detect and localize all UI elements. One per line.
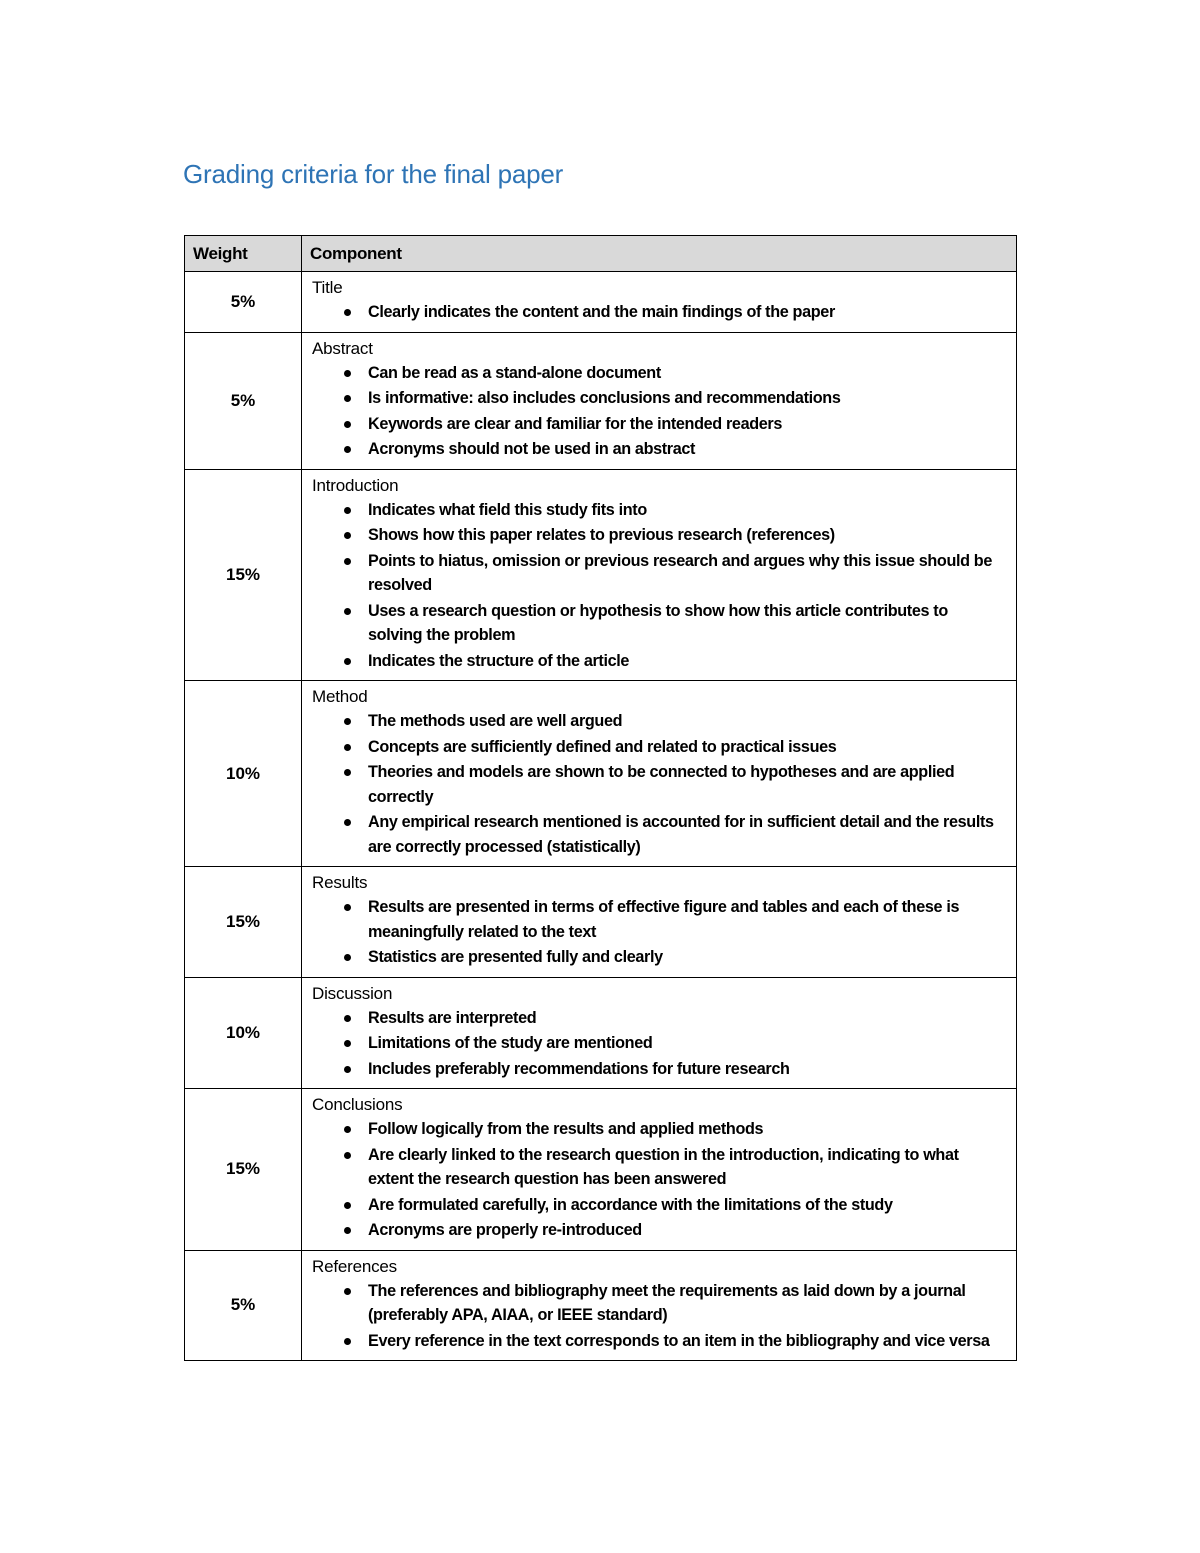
grading-criteria-table bbox=[184, 235, 1017, 1361]
criteria-list bbox=[312, 361, 1006, 462]
component-cell bbox=[302, 1089, 1017, 1251]
criteria-text: Clearly indicates the content and the main findings of the paper bbox=[368, 303, 835, 321]
table-header-row bbox=[185, 236, 1017, 272]
component-name: Introduction bbox=[312, 475, 399, 495]
criteria-item bbox=[312, 523, 1006, 548]
criteria-text: Are clearly linked to the research question in the introduction, indicating to what extent the research question has been answered bbox=[368, 1145, 959, 1188]
criteria-text: Keywords are clear and familiar for the intended readers bbox=[368, 414, 783, 433]
criteria-text: Concepts are sufficiently defined and related to practical issues bbox=[368, 737, 837, 756]
criteria-text: Acronyms should not be used in an abstract bbox=[368, 440, 696, 458]
component-cell bbox=[302, 1250, 1017, 1361]
criteria-item bbox=[312, 1218, 1006, 1243]
component-name: Results bbox=[312, 873, 368, 892]
criteria-text: Indicates the structure of the article bbox=[368, 651, 630, 670]
criteria-item bbox=[312, 895, 1006, 944]
component-cell bbox=[302, 977, 1017, 1089]
weight-cell: 15% bbox=[185, 469, 302, 681]
weight-cell: 10% bbox=[185, 681, 302, 867]
bullet-icon bbox=[344, 1227, 351, 1234]
bullet-icon bbox=[344, 1015, 351, 1022]
component-name: Title bbox=[312, 278, 343, 297]
component-name: Method bbox=[312, 687, 368, 706]
criteria-text: Shows how this paper relates to previous research (references) bbox=[368, 526, 835, 544]
bullet-icon bbox=[344, 608, 351, 615]
table-row bbox=[185, 681, 1017, 867]
weight-cell: 5% bbox=[185, 332, 302, 469]
criteria-item bbox=[312, 498, 1006, 523]
criteria-text: Theories and models are shown to be connected to hypotheses and are applied correctly bbox=[368, 763, 955, 806]
criteria-text: The references and bibliography meet the requirements as laid down by a journal (preferably APA, AIAA, or IEEE standard) bbox=[368, 1281, 966, 1324]
bullet-icon bbox=[344, 744, 351, 751]
component-column-header: Component bbox=[302, 236, 1017, 272]
criteria-item bbox=[312, 1057, 1006, 1082]
criteria-item bbox=[312, 386, 1006, 411]
criteria-text: Points to hiatus, omission or previous research and argues why this issue should be resolved bbox=[368, 551, 992, 594]
criteria-item bbox=[312, 361, 1006, 386]
criteria-item bbox=[312, 735, 1006, 760]
criteria-item bbox=[312, 300, 1006, 325]
table-row bbox=[185, 1089, 1017, 1251]
criteria-list bbox=[312, 709, 1006, 859]
component-cell bbox=[302, 681, 1017, 867]
component-cell bbox=[302, 332, 1017, 469]
criteria-text: Results are interpreted bbox=[368, 1008, 537, 1027]
criteria-text: Are formulated carefully, in accordance with the limitations of the study bbox=[368, 1195, 893, 1214]
criteria-text: Is informative: also includes conclusions and recommendations bbox=[368, 389, 841, 407]
criteria-text: Indicates what field this study fits into bbox=[368, 500, 647, 519]
weight-cell: 15% bbox=[185, 1089, 302, 1251]
criteria-list bbox=[312, 1279, 1006, 1354]
bullet-icon bbox=[344, 1066, 351, 1073]
criteria-text: Follow logically from the results and applied methods bbox=[368, 1120, 764, 1138]
criteria-list bbox=[312, 498, 1006, 674]
bullet-icon bbox=[344, 658, 351, 665]
component-cell bbox=[302, 867, 1017, 978]
criteria-item bbox=[312, 945, 1006, 970]
bullet-icon bbox=[344, 558, 351, 565]
bullet-icon bbox=[344, 954, 351, 961]
table-row bbox=[185, 469, 1017, 681]
criteria-list bbox=[312, 895, 1006, 970]
bullet-icon bbox=[344, 1202, 351, 1209]
criteria-list bbox=[312, 300, 1006, 325]
criteria-text: Limitations of the study are mentioned bbox=[368, 1034, 653, 1052]
criteria-item bbox=[312, 412, 1006, 437]
bullet-icon bbox=[344, 446, 351, 453]
bullet-icon bbox=[344, 1126, 351, 1133]
bullet-icon bbox=[344, 395, 351, 402]
bullet-icon bbox=[344, 1338, 351, 1345]
criteria-text: Uses a research question or hypothesis to show how this article contributes to solving the problem bbox=[368, 601, 948, 644]
bullet-icon bbox=[344, 309, 351, 316]
criteria-item bbox=[312, 549, 1006, 598]
weight-cell: 15% bbox=[185, 867, 302, 978]
criteria-item bbox=[312, 1006, 1006, 1031]
criteria-text: The methods used are well argued bbox=[368, 712, 623, 730]
criteria-text: Acronyms are properly re-introduced bbox=[368, 1221, 642, 1239]
component-name: Discussion bbox=[312, 983, 393, 1003]
bullet-icon bbox=[344, 819, 351, 826]
criteria-text: Includes preferably recommendations for future research bbox=[368, 1059, 790, 1078]
bullet-icon bbox=[344, 1040, 351, 1047]
criteria-text: Can be read as a stand-alone document bbox=[368, 363, 661, 382]
criteria-item bbox=[312, 1329, 1006, 1354]
bullet-icon bbox=[344, 532, 351, 539]
weight-cell: 5% bbox=[185, 272, 302, 333]
bullet-icon bbox=[344, 507, 351, 514]
table-row bbox=[185, 272, 1017, 333]
criteria-item bbox=[312, 649, 1006, 674]
criteria-item bbox=[312, 599, 1006, 648]
table-body bbox=[185, 272, 1017, 1361]
criteria-text: Results are presented in terms of effective figure and tables and each of these is meaningfully related to the text bbox=[368, 898, 960, 941]
table-row bbox=[185, 977, 1017, 1089]
bullet-icon bbox=[344, 1152, 351, 1159]
component-cell bbox=[302, 469, 1017, 681]
criteria-item bbox=[312, 709, 1006, 734]
criteria-item bbox=[312, 760, 1006, 809]
criteria-item bbox=[312, 1143, 1006, 1192]
bullet-icon bbox=[344, 718, 351, 725]
table-row bbox=[185, 1250, 1017, 1361]
criteria-item bbox=[312, 810, 1006, 859]
component-cell bbox=[302, 272, 1017, 333]
criteria-item bbox=[312, 437, 1006, 462]
bullet-icon bbox=[344, 769, 351, 776]
criteria-text: Any empirical research mentioned is accounted for in sufficient detail and the results are correctly processed (statistically) bbox=[368, 813, 994, 856]
weight-column-header: Weight bbox=[185, 236, 302, 272]
bullet-icon bbox=[344, 421, 351, 428]
criteria-item bbox=[312, 1279, 1006, 1328]
bullet-icon bbox=[344, 370, 351, 377]
criteria-text: Statistics are presented fully and clearly bbox=[368, 948, 663, 966]
criteria-item bbox=[312, 1193, 1006, 1218]
bullet-icon bbox=[344, 904, 351, 911]
criteria-text: Every reference in the text corresponds to an item in the bibliography and vice versa bbox=[368, 1331, 990, 1350]
criteria-list bbox=[312, 1006, 1006, 1082]
table-row bbox=[185, 332, 1017, 469]
weight-cell: 5% bbox=[185, 1250, 302, 1361]
criteria-item bbox=[312, 1031, 1006, 1056]
table-row bbox=[185, 867, 1017, 978]
page-title: Grading criteria for the final paper bbox=[183, 159, 564, 189]
component-name: Conclusions bbox=[312, 1095, 403, 1114]
component-name: Abstract bbox=[312, 338, 373, 358]
bullet-icon bbox=[344, 1288, 351, 1295]
weight-cell: 10% bbox=[185, 977, 302, 1089]
criteria-item bbox=[312, 1117, 1006, 1142]
component-name: References bbox=[312, 1256, 397, 1276]
criteria-list bbox=[312, 1117, 1006, 1243]
